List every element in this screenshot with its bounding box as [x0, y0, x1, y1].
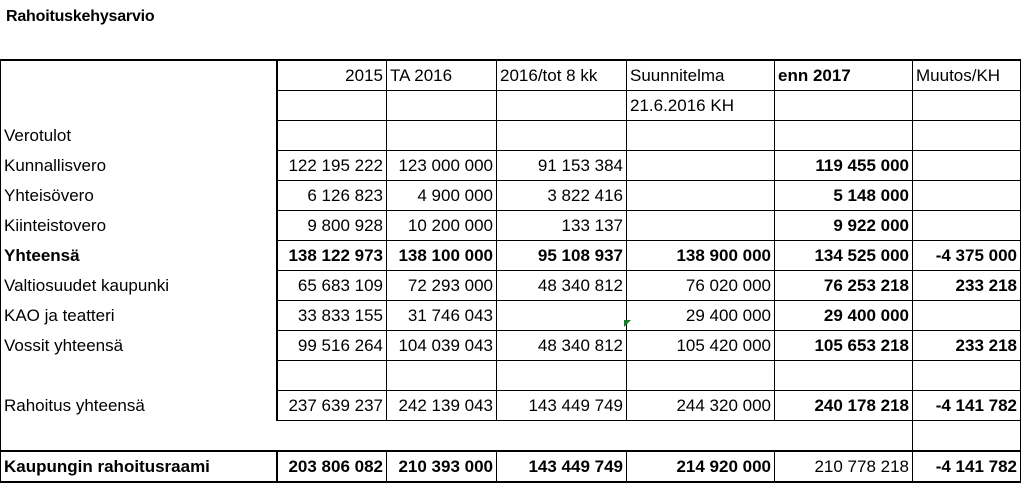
cell[interactable]	[387, 121, 497, 151]
spacer-cell	[497, 421, 627, 452]
row-label[interactable]: KAO ja teatteri	[1, 301, 277, 331]
cell[interactable]: 65 683 109	[277, 271, 387, 301]
header-col-enn2017[interactable]: enn 2017	[775, 60, 913, 91]
cell[interactable]: 123 000 000	[387, 151, 497, 181]
cell[interactable]: 104 039 043	[387, 331, 497, 361]
row-label[interactable]: Vossit yhteensä	[1, 331, 277, 361]
spacer-row	[1, 421, 1021, 452]
cell[interactable]	[913, 91, 1021, 121]
cell[interactable]	[775, 121, 913, 151]
table-row	[1, 301, 1021, 331]
row-label[interactable]: Kunnallisvero	[1, 151, 277, 181]
table-row	[1, 271, 1021, 301]
cell[interactable]: 95 108 937	[497, 241, 627, 271]
cell[interactable]	[387, 91, 497, 121]
sheet-title: Rahoituskehysarvio	[6, 8, 155, 25]
cell[interactable]: 33 833 155	[277, 301, 387, 331]
table-row	[1, 211, 1021, 241]
cell[interactable]	[913, 151, 1021, 181]
cell[interactable]: 5 148 000	[775, 181, 913, 211]
cell[interactable]: 122 195 222	[277, 151, 387, 181]
cell[interactable]	[497, 301, 627, 331]
cell[interactable]	[627, 211, 775, 241]
cell[interactable]: 76 020 000	[627, 271, 775, 301]
header-col-muutos[interactable]: Muutos/KH	[913, 60, 1021, 91]
cell[interactable]: 233 218	[913, 331, 1021, 361]
cell[interactable]: 105 653 218	[775, 331, 913, 361]
cell[interactable]: 237 639 237	[277, 391, 387, 421]
cell[interactable]: 210 393 000	[387, 451, 497, 482]
row-label[interactable]: Yhteensä	[1, 241, 277, 271]
table-row	[1, 181, 1021, 211]
table-row	[1, 331, 1021, 361]
header-label-cell[interactable]	[1, 60, 277, 91]
cell[interactable]	[497, 121, 627, 151]
row-label[interactable]: Rahoitus yhteensä	[1, 391, 277, 421]
cell[interactable]	[387, 361, 497, 391]
cell[interactable]: 210 778 218	[775, 451, 913, 482]
cell[interactable]: 9 922 000	[775, 211, 913, 241]
cell[interactable]: 138 100 000	[387, 241, 497, 271]
spacer-cell	[277, 421, 387, 452]
cell[interactable]	[775, 91, 913, 121]
cell[interactable]: 242 139 043	[387, 391, 497, 421]
cell[interactable]: 29 400 000	[775, 301, 913, 331]
cell[interactable]: 138 122 973	[277, 241, 387, 271]
comment-indicator-icon[interactable]	[624, 320, 631, 327]
cell[interactable]	[913, 181, 1021, 211]
cell[interactable]: 48 340 812	[497, 331, 627, 361]
cell[interactable]: 138 900 000	[627, 241, 775, 271]
row-label[interactable]: Yhteisövero	[1, 181, 277, 211]
header-col-2015[interactable]: 2015	[277, 60, 387, 91]
cell[interactable]: 99 516 264	[277, 331, 387, 361]
spacer-cell	[775, 421, 913, 452]
cell[interactable]: 6 126 823	[277, 181, 387, 211]
cell[interactable]	[277, 121, 387, 151]
header-row	[1, 60, 1021, 91]
label-cell[interactable]	[1, 91, 277, 121]
cell[interactable]: 203 806 082	[277, 451, 387, 482]
cell[interactable]: 133 137	[497, 211, 627, 241]
table-row-empty	[1, 361, 1021, 391]
row-label[interactable]: Valtiosuudet kaupunki	[1, 271, 277, 301]
table-row	[1, 151, 1021, 181]
cell[interactable]: -4 375 000	[913, 241, 1021, 271]
cell[interactable]	[497, 361, 627, 391]
cell[interactable]: 244 320 000	[627, 391, 775, 421]
cell[interactable]: 48 340 812	[497, 271, 627, 301]
cell[interactable]: 214 920 000	[627, 451, 775, 482]
row-label[interactable]: Kiinteistovero	[1, 211, 277, 241]
cell[interactable]	[277, 361, 387, 391]
header-col-ta2016[interactable]: TA 2016	[387, 60, 497, 91]
table-row	[1, 121, 1021, 151]
cell[interactable]: 72 293 000	[387, 271, 497, 301]
cell[interactable]	[497, 91, 627, 121]
cell[interactable]	[277, 91, 387, 121]
header-col-2016tot[interactable]: 2016/tot 8 kk	[497, 60, 627, 91]
cell[interactable]	[627, 151, 775, 181]
row-label[interactable]: Kaupungin rahoitusraami	[1, 451, 277, 482]
spacer-cell[interactable]	[913, 421, 1021, 452]
spacer-cell	[387, 421, 497, 452]
spacer-cell	[627, 421, 775, 452]
cell[interactable]: 240 178 218	[775, 391, 913, 421]
cell[interactable]: 76 253 218	[775, 271, 913, 301]
cell[interactable]: 3 822 416	[497, 181, 627, 211]
financing-table	[0, 59, 1021, 483]
row-label[interactable]: Verotulot	[1, 121, 277, 151]
cell[interactable]	[913, 211, 1021, 241]
cell[interactable]	[627, 181, 775, 211]
cell[interactable]: 134 525 000	[775, 241, 913, 271]
cell[interactable]: -4 141 782	[913, 391, 1021, 421]
cell[interactable]: 119 455 000	[775, 151, 913, 181]
cell[interactable]: 10 200 000	[387, 211, 497, 241]
cell[interactable]	[913, 361, 1021, 391]
table-row-total	[1, 241, 1021, 271]
header-col-suunnitelma[interactable]: Suunnitelma	[627, 60, 775, 91]
cell[interactable]	[913, 121, 1021, 151]
cell[interactable]: 233 218	[913, 271, 1021, 301]
cell[interactable]: 143 449 749	[497, 391, 627, 421]
cell[interactable]	[627, 361, 775, 391]
cell[interactable]	[627, 121, 775, 151]
cell[interactable]: 4 900 000	[387, 181, 497, 211]
table-row-grand-total	[1, 451, 1021, 482]
cell[interactable]: 91 153 384	[497, 151, 627, 181]
cell[interactable]: 29 400 000	[627, 301, 775, 331]
table-row	[1, 391, 1021, 421]
cell[interactable]: 9 800 928	[277, 211, 387, 241]
header-suunnitelma-date[interactable]: 21.6.2016 KH	[627, 91, 775, 121]
cell[interactable]	[913, 301, 1021, 331]
cell[interactable]: 31 746 043	[387, 301, 497, 331]
cell[interactable]	[775, 361, 913, 391]
cell[interactable]: -4 141 782	[913, 451, 1021, 482]
cell[interactable]: 105 420 000	[627, 331, 775, 361]
spacer-cell	[1, 421, 277, 452]
cell[interactable]: 143 449 749	[497, 451, 627, 482]
row-label[interactable]	[1, 361, 277, 391]
header-row-2	[1, 91, 1021, 121]
